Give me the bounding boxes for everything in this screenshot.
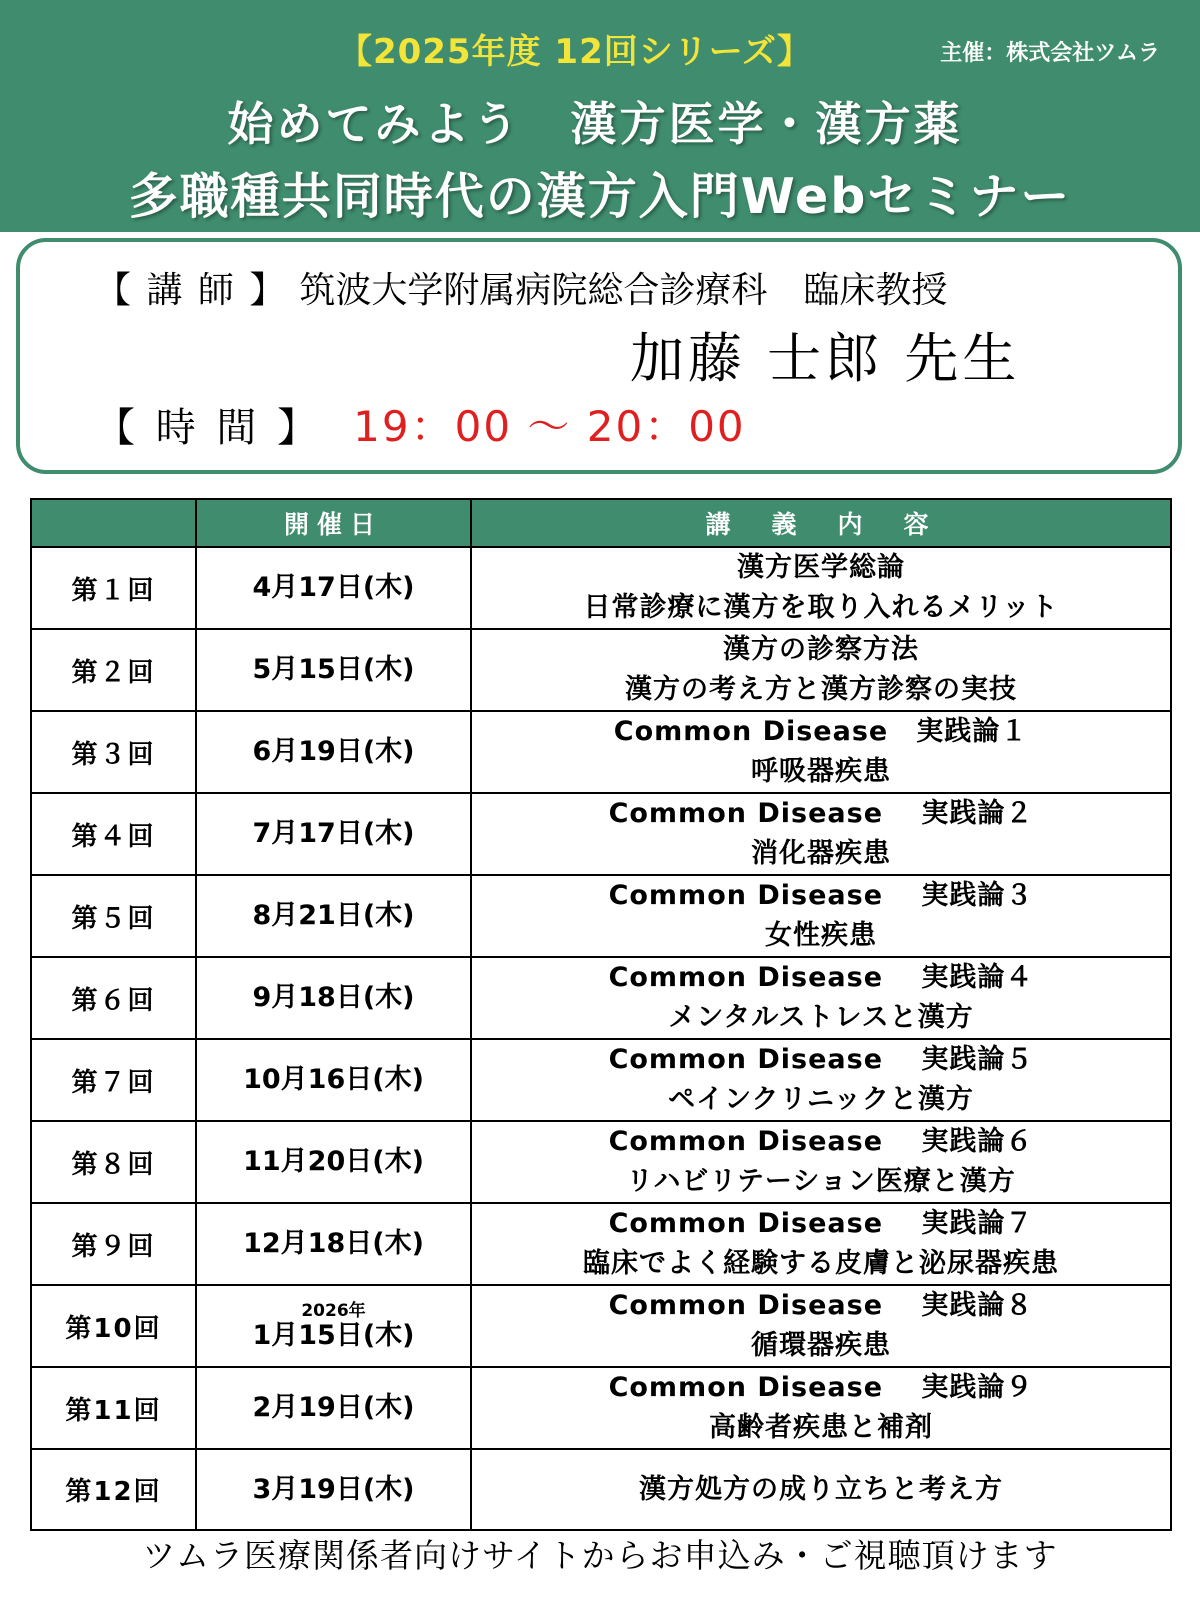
page-title-line1: 始めてみよう 漢方医学・漢方薬 [227, 97, 963, 151]
session-number: 第４回 [31, 793, 196, 875]
session-content-cell [471, 1367, 1171, 1449]
footer-note: ツムラ医療関係者向けサイトからお申込み・ご視聴頂けます [142, 1536, 1058, 1575]
session-topic: Common Disease 実践論６ [608, 1126, 1034, 1157]
lecturer-row [95, 262, 947, 313]
session-date-cell [196, 1039, 471, 1121]
session-date: 12月18日(木) [243, 1228, 424, 1260]
session-subtopic: 呼吸器疾患 [751, 756, 891, 787]
session-date: 3月19日(木) [252, 1473, 415, 1505]
lecturer-affiliation: 筑波大学附属病院総合診療科 臨床教授 [299, 270, 948, 311]
session-content-cell [471, 1121, 1171, 1203]
session-date-cell [196, 957, 471, 1039]
session-number: 第８回 [31, 1121, 196, 1203]
session-date: 5月15日(木) [252, 654, 415, 686]
session-date: 8月21日(木) [252, 900, 415, 932]
session-content-cell [471, 711, 1171, 793]
session-date: 10月16日(木) [243, 1064, 424, 1096]
session-date-cell [196, 547, 471, 629]
session-content-cell [471, 1285, 1171, 1367]
session-topic: Common Disease 実践論８ [608, 1290, 1034, 1321]
session-number: 第10回 [31, 1285, 196, 1367]
session-topic: 漢方の診察方法 [723, 634, 919, 665]
session-topic: Common Disease 実践論４ [608, 962, 1034, 993]
session-date-cell [196, 1449, 471, 1530]
schedule-table [30, 498, 1172, 1531]
header-cell-content: 講 義 内 容 [471, 499, 1171, 547]
session-content-cell [471, 547, 1171, 629]
header-banner [0, 0, 1200, 232]
series-label: 【2025年度 12回シリーズ】 [337, 32, 813, 72]
session-topic: 漢方医学総論 [737, 552, 905, 583]
time-value: 19：00 ～ 20：00 [353, 402, 746, 451]
session-date: 6月19日(木) [252, 736, 415, 768]
session-year: 2026年 [301, 1300, 366, 1321]
table-row [31, 1449, 1171, 1530]
session-number: 第３回 [31, 711, 196, 793]
session-date-cell [196, 629, 471, 711]
session-subtopic: 臨床でよく経験する皮膚と泌尿器疾患 [583, 1248, 1059, 1279]
session-content-cell [471, 1039, 1171, 1121]
session-topic: Common Disease 実践論５ [608, 1044, 1034, 1075]
session-number: 第５回 [31, 875, 196, 957]
session-number: 第９回 [31, 1203, 196, 1285]
organizer-label: 主催：株式会社ツムラ [940, 41, 1160, 66]
lecturer-name: 加藤 士郎 先生 [630, 327, 1021, 390]
table-row [31, 547, 1171, 629]
session-date-cell [196, 793, 471, 875]
table-row [31, 629, 1171, 711]
table-row [31, 1367, 1171, 1449]
session-topic: Common Disease 実践論１ [613, 716, 1029, 747]
table-row [31, 1039, 1171, 1121]
session-number: 第１回 [31, 547, 196, 629]
table-row [31, 711, 1171, 793]
header-cell-date: 開催日 [196, 499, 471, 547]
table-row [31, 1121, 1171, 1203]
session-date: 4月17日(木) [252, 572, 415, 604]
table-row [31, 1285, 1171, 1367]
session-subtopic: ペインクリニックと漢方 [668, 1084, 974, 1115]
session-date: 7月17日(木) [252, 818, 415, 850]
session-date-cell [196, 1285, 471, 1367]
session-date: 1月15日(木) [252, 1319, 415, 1351]
lecturer-tag: 【 講 師 】 [95, 270, 288, 311]
session-date-cell [196, 711, 471, 793]
session-subtopic: 循環器疾患 [751, 1330, 891, 1361]
session-topic: Common Disease 実践論９ [608, 1372, 1034, 1403]
session-topic: Common Disease 実践論２ [608, 798, 1034, 829]
session-topic: Common Disease 実践論３ [608, 880, 1034, 911]
session-subtopic: 高齢者疾患と補剤 [709, 1412, 933, 1443]
session-number: 第６回 [31, 957, 196, 1039]
table-row [31, 957, 1171, 1039]
session-content-cell [471, 1449, 1171, 1530]
session-content-cell [471, 1203, 1171, 1285]
header-cell-number [31, 499, 196, 547]
page-title-line2: 多職種共同時代の漢方入門Webセミナー [128, 168, 1072, 225]
session-topic: Common Disease 実践論７ [608, 1208, 1034, 1239]
session-number: 第11回 [31, 1367, 196, 1449]
session-number: 第７回 [31, 1039, 196, 1121]
time-row [95, 394, 746, 454]
session-content-cell [471, 793, 1171, 875]
session-number: 第12回 [31, 1449, 196, 1530]
table-row [31, 793, 1171, 875]
table-row [31, 875, 1171, 957]
session-subtopic: 漢方の考え方と漢方診察の実技 [625, 674, 1017, 705]
time-tag: 【 時 間 】 [95, 405, 322, 451]
session-date: 2月19日(木) [252, 1392, 415, 1424]
table-row [31, 1203, 1171, 1285]
session-date: 9月18日(木) [252, 982, 415, 1014]
session-content-cell [471, 957, 1171, 1039]
session-number: 第２回 [31, 629, 196, 711]
session-subtopic: 日常診療に漢方を取り入れるメリット [583, 592, 1059, 623]
session-topic: 漢方処方の成り立ちと考え方 [639, 1473, 1003, 1505]
session-date-cell [196, 875, 471, 957]
session-date-cell [196, 1203, 471, 1285]
session-date: 11月20日(木) [243, 1146, 424, 1178]
session-date-cell [196, 1367, 471, 1449]
session-date-cell [196, 1121, 471, 1203]
session-subtopic: メンタルストレスと漢方 [668, 1002, 974, 1033]
lecture-info-box [16, 238, 1182, 474]
session-subtopic: 女性疾患 [765, 920, 877, 951]
schedule-body [31, 547, 1171, 1530]
session-subtopic: リハビリテーション医療と漢方 [626, 1166, 1016, 1197]
session-subtopic: 消化器疾患 [751, 838, 891, 869]
session-content-cell [471, 629, 1171, 711]
table-header-row [31, 499, 1171, 547]
session-content-cell [471, 875, 1171, 957]
